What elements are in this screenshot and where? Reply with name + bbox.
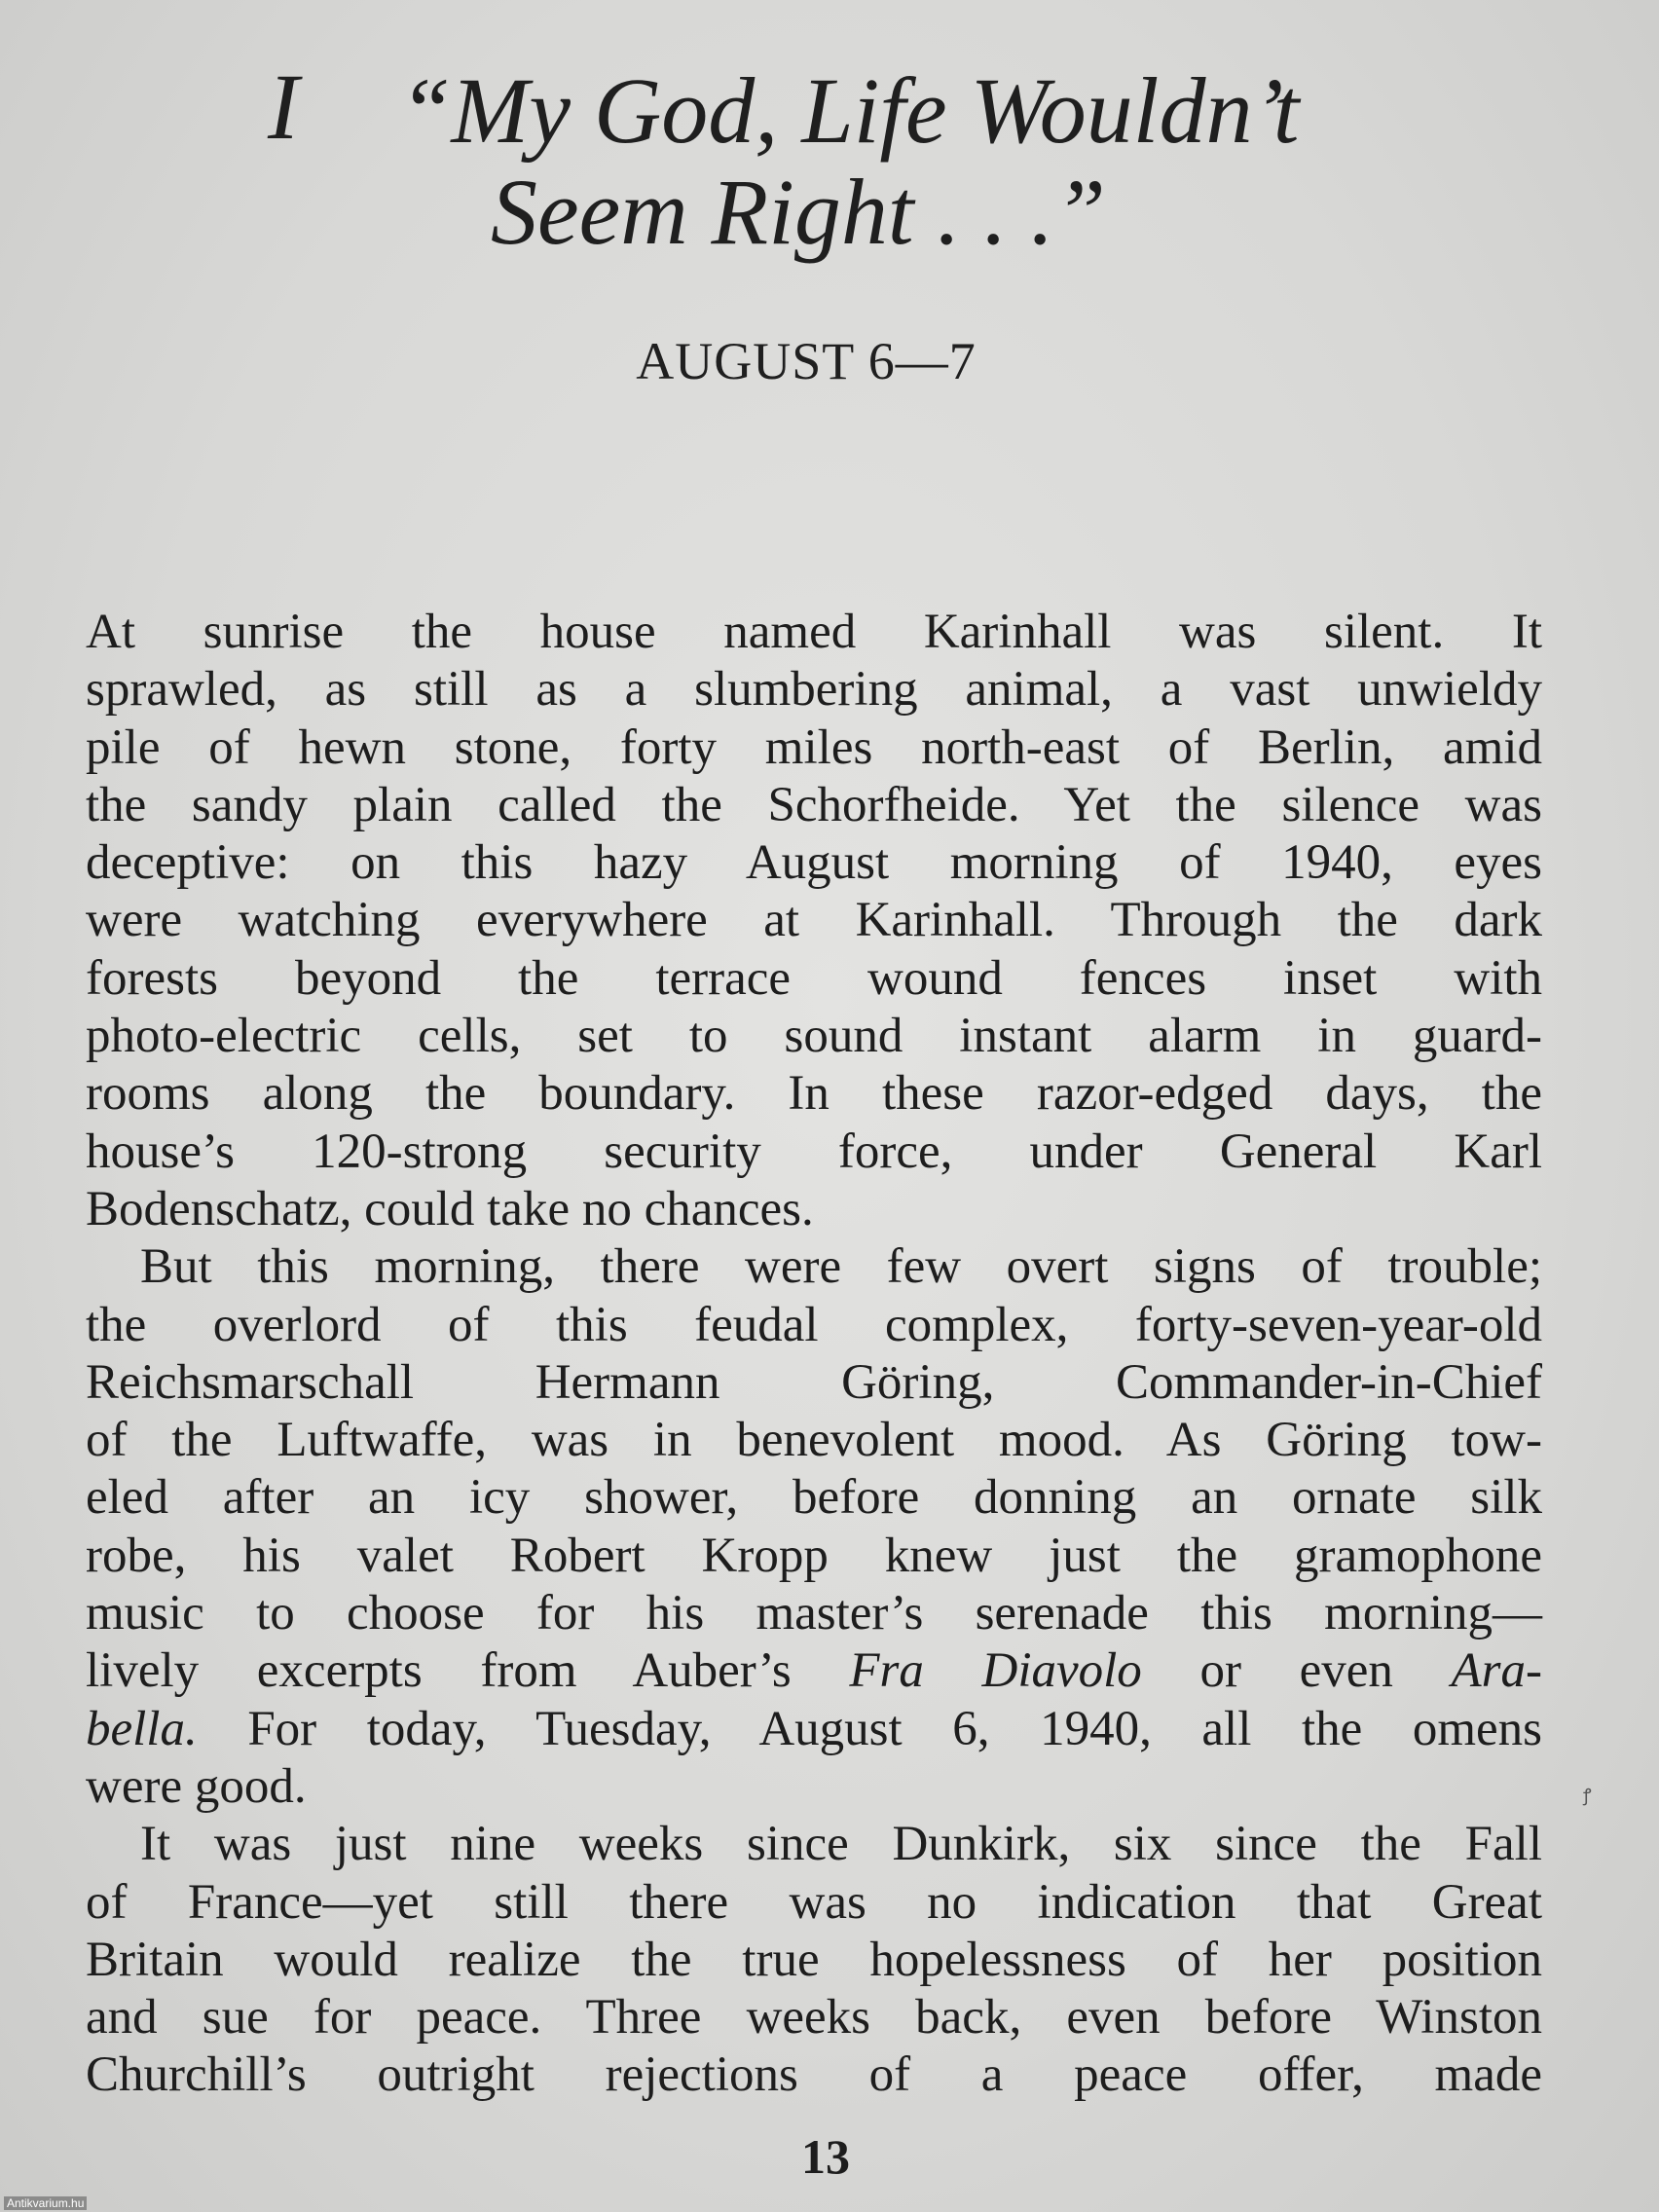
text-segment: For today, Tuesday, August 6, 1940, all the omens <box>247 1701 1542 1756</box>
text-line: the sandy plain called the Schorfheide. Yet the silence was <box>86 777 1542 832</box>
text-line: Britain would realize the true hopelessness of her position <box>86 1932 1542 1987</box>
text-line: rooms along the boundary. In these razor-edged days, the <box>86 1066 1542 1122</box>
watermark: Antikvarium.hu <box>4 2196 87 2210</box>
page-number <box>0 2128 1659 2185</box>
opera-title-fra-diavolo: Fra Diavolo <box>849 1643 1142 1699</box>
chapter-title-line-1: “My God, Life Wouldn’t <box>399 58 1300 163</box>
text-line: house’s 120-strong security force, under General Karl <box>86 1124 1542 1179</box>
text-line: It was just nine weeks since Dunkirk, six since the Fall <box>140 1817 1542 1872</box>
text-line: Bodenschatz, could take no chances. <box>86 1181 814 1236</box>
text-line: were good. <box>86 1758 307 1814</box>
text-line: sprawled, as still as a slumbering animal, a vast unwieldy <box>86 662 1542 718</box>
text-line: of the Luftwaffe, was in benevolent mood. As Göring tow- <box>86 1413 1542 1468</box>
text-segment: or even <box>1199 1643 1393 1699</box>
text-line: forests beyond the terrace wound fences inset with <box>86 950 1542 1006</box>
opera-title-arabella-part-2: bella. <box>86 1701 198 1756</box>
text-line: pile of hewn stone, forty miles north-east of Berlin, amid <box>86 719 1542 775</box>
date-heading <box>0 331 1659 391</box>
text-line: the overlord of this feudal complex, forty-seven-year-old <box>86 1297 1542 1352</box>
text-line: But this morning, there were few overt signs of trouble; <box>140 1239 1542 1295</box>
chapter-number: I <box>268 55 299 159</box>
margin-mark: ꝭ <box>1583 1786 1592 1806</box>
text-line: Reichsmarschall Hermann Göring, Commander-in-Chief <box>86 1354 1542 1410</box>
text-line: music to choose for his master’s serenade this morning— <box>86 1586 1542 1641</box>
chapter-title <box>389 60 1421 263</box>
text-line-mixed <box>86 1642 1542 1700</box>
text-line: photo-electric cells, set to sound instant alarm in guard- <box>86 1009 1542 1064</box>
text-line: of France—yet still there was no indication that Great <box>86 1874 1542 1930</box>
text-line: Churchill’s outright rejections of a peace offer, made <box>86 2047 1542 2103</box>
text-line: robe, his valet Robert Kropp knew just the gramophone <box>86 1528 1542 1583</box>
opera-title-arabella-part-1: Ara- <box>1451 1643 1543 1699</box>
text-line: were watching everywhere at Karinhall. Through the dark <box>86 893 1542 948</box>
page-number-text: 13 <box>801 2129 850 2184</box>
text-line: At sunrise the house named Karinhall was silent. It <box>86 605 1542 659</box>
date-heading-text: AUGUST 6—7 <box>636 332 977 390</box>
text-line: deceptive: on this hazy August morning of 1940, eyes <box>86 835 1542 891</box>
text-line: eled after an icy shower, before donning an ornate silk <box>86 1470 1542 1526</box>
chapter-title-line-2: Seem Right . . .” <box>491 160 1106 264</box>
text-line-mixed <box>86 1701 1542 1758</box>
text-line: and sue for peace. Three weeks back, even before Winston <box>86 1990 1542 2046</box>
text-segment: lively excerpts from Auber’s <box>86 1643 792 1699</box>
body-text <box>86 604 1542 2105</box>
